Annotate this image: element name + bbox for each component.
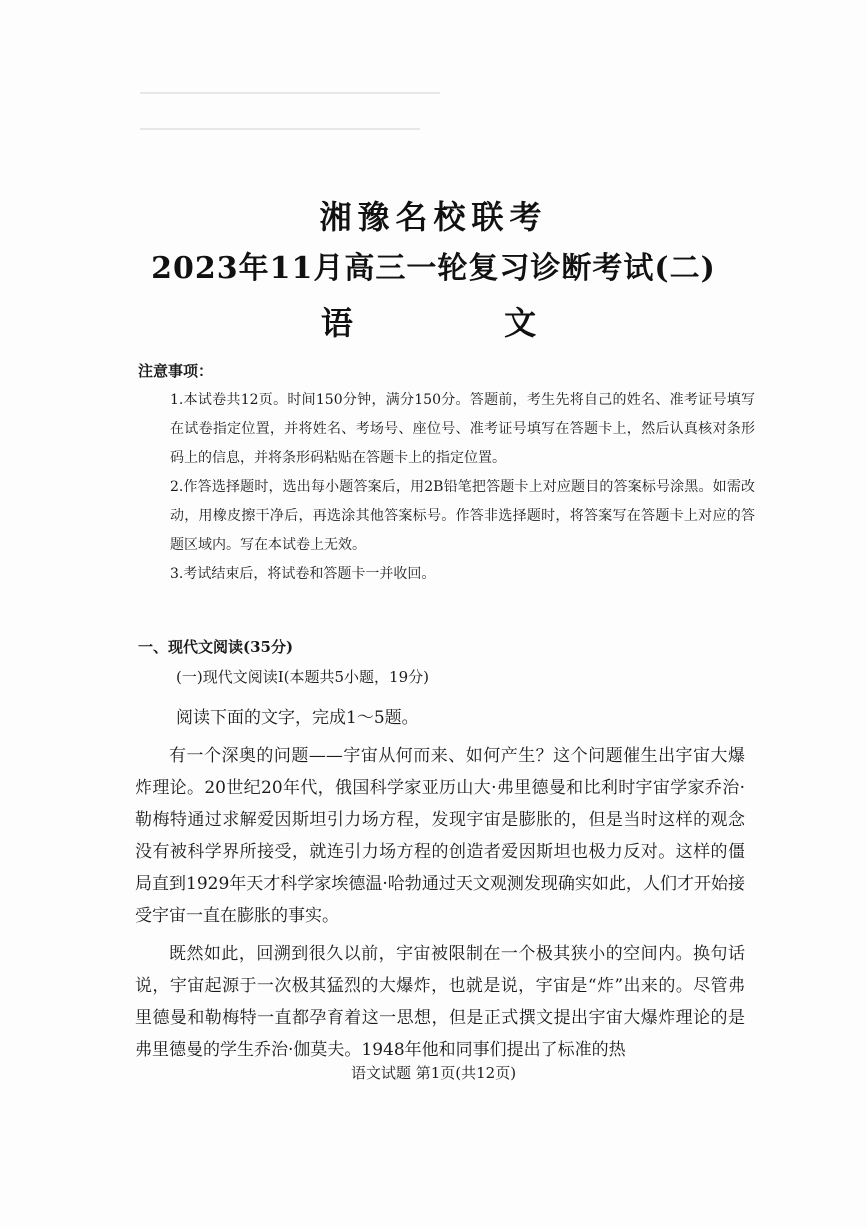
scan-artifact-line — [140, 128, 420, 130]
notice-heading: 注意事项： — [138, 362, 214, 380]
subsection-title: (一)现代文阅读Ⅰ(本题共5小题，19分) — [176, 668, 429, 686]
passage-paragraph: 既然如此，回溯到很久以前，宇宙被限制在一个极其狭小的空间内。换句话说，宇宙起源于一次极其猛烈的大爆炸，也就是说，宇宙是“炸”出来的。尽管弗里德曼和勒梅特一直都孕育着这一思想，但是正式撰文提出宇宙大爆炸理论的是弗里德曼的学生乔治·伽莫夫。1948年他和同事们提出了标准的热 — [135, 944, 745, 1060]
passage-paragraph: 有一个深奥的问题——宇宙从何而来、如何产生？这个问题催生出宇宙大爆炸理论。20世纪20年代，俄国科学家亚历山大·弗里德曼和比利时宇宙学家乔治·勒梅特通过求解爱因斯坦引力场方程，发现宇宙是膨胀的，但是当时这样的观念没有被科学界所接受，就连引力场方程的创造者爱因斯坦也极力反对。这样的僵局直到1929年天才科学家埃德温·哈勃通过天文观测发现确实如此，人们才开始接受宇宙一直在膨胀的事实。 — [135, 746, 745, 926]
section-title: 一、现代文阅读(35分) — [138, 638, 294, 656]
notice-list — [170, 386, 755, 589]
exam-subject: 语 文 — [320, 304, 607, 342]
page-footer: 语文试题 第1页(共12页) — [350, 1064, 517, 1082]
notice-item: 2.作答选择题时，选出每小题答案后，用2B铅笔把答题卡上对应题目的答案标号涂黑。如需改动，用橡皮擦干净后，再选涂其他答案标号。作答非选择题时，将答案写在答题卡上对应的答题区域内。写在本试卷上无效。 — [170, 479, 755, 553]
scan-artifact-line — [140, 92, 440, 94]
notice-item: 3.考试结束后，将试卷和答题卡一并收回。 — [170, 566, 436, 582]
notice-item: 1.本试卷共12页。时间150分钟，满分150分。答题前，考生先将自己的姓名、准考证号填写在试卷指定位置，并将姓名、考场号、座位号、准考证号填写在答题卡上，然后认真核对条形码上的信息，并将条形码粘贴在答题卡上的指定位置。 — [170, 392, 755, 466]
reading-passage — [135, 740, 745, 1072]
reading-instruction: 阅读下面的文字，完成1～5题。 — [176, 708, 419, 728]
exam-title-union: 湘豫名校联考 — [319, 198, 548, 236]
exam-title-name: 2023年11月高三一轮复习诊断考试(二) — [151, 251, 716, 286]
